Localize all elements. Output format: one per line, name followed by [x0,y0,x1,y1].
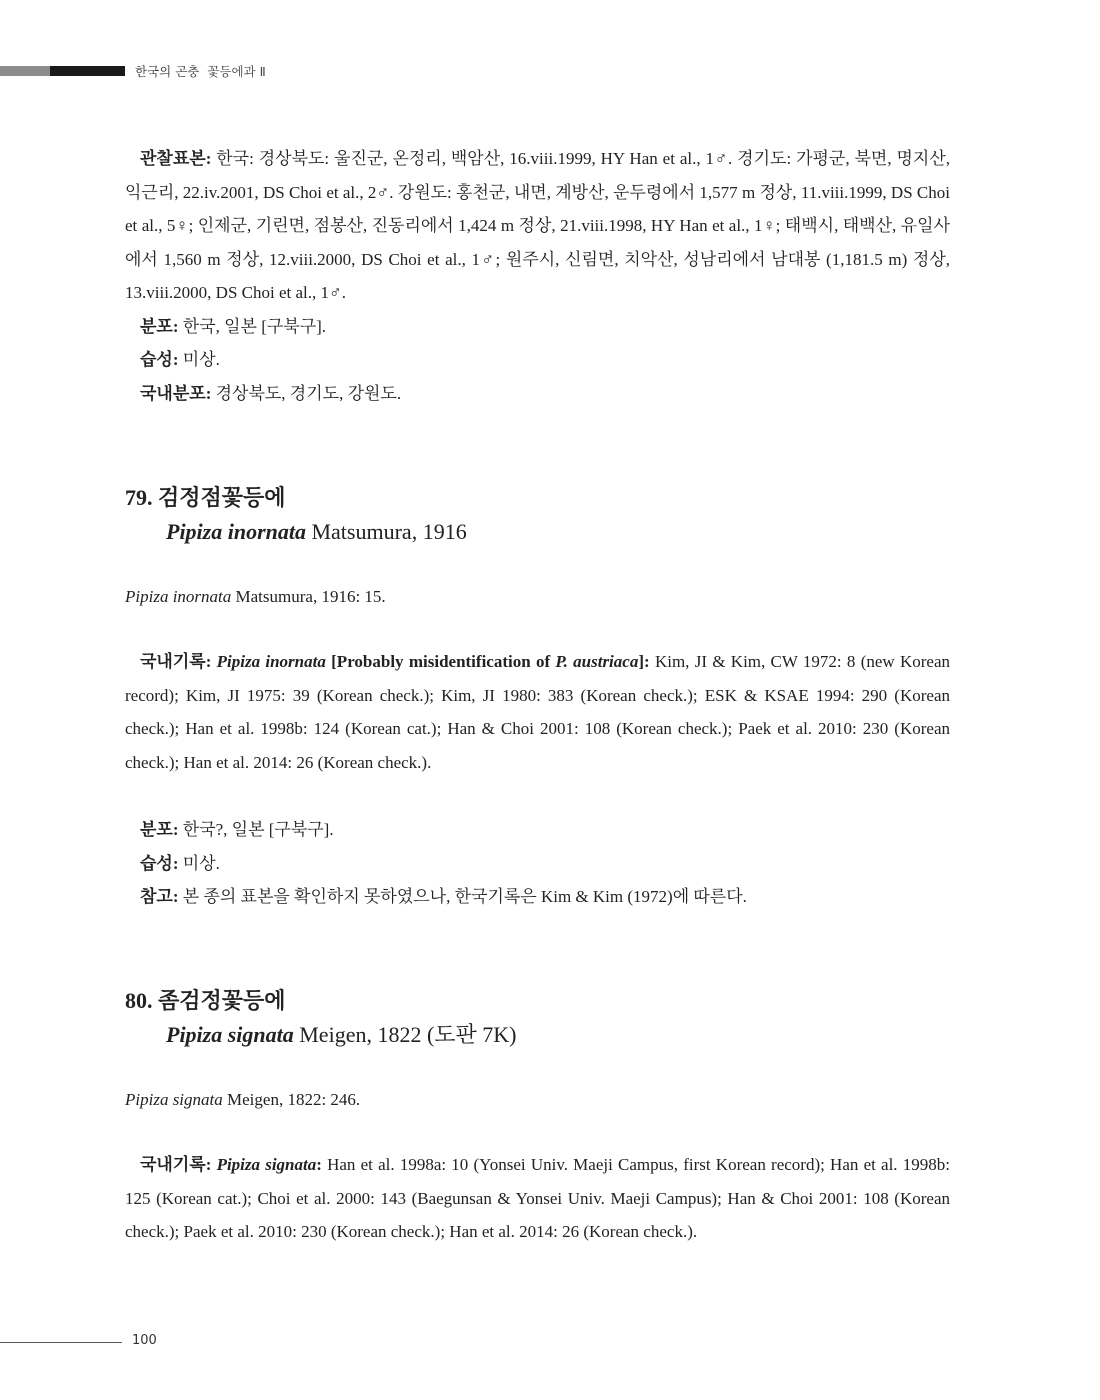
specimens-label: 관찰표본: [140,149,212,168]
species-heading: 79. 검정점꽃등에 [125,485,286,510]
records-paragraph [125,1148,950,1249]
habit-line [125,847,950,881]
distribution-label: 분포: [140,316,179,336]
citation-rest: Meigen, 1822: 246. [222,1090,361,1109]
header-title [135,62,266,80]
species-79-records [125,645,950,779]
species-binomial: Pipiza inornata [166,519,306,544]
citation-taxon: Pipiza signata [125,1090,223,1109]
habit-line [125,343,950,377]
header-book-title: 한국의 곤충 [135,64,200,79]
running-header [0,62,1100,78]
note-label: 참고: [140,887,179,906]
species-author: Matsumura, 1916 [305,519,467,544]
page-number: 100 [132,1333,157,1348]
domestic-distribution-text: 경상북도, 경기도, 강원도. [211,383,402,403]
species-80-citation [125,1088,950,1112]
records-note-taxon: P. austriaca [555,652,639,671]
distribution-line [125,310,950,344]
species-79-citation [125,585,950,609]
distribution-text: 한국, 일본 [구북구]. [178,316,327,336]
header-bar-grey [0,66,50,76]
domestic-distribution-label: 국내분포: [140,383,212,403]
species-binomial: Pipiza signata [166,1022,294,1047]
habit-label: 습성: [140,350,179,369]
distribution-line [125,813,950,847]
species-scientific-name [125,1018,950,1052]
records-label: 국내기록: [140,652,217,671]
distribution-text: 한국?, 일본 [구북구]. [178,820,334,839]
habit-text: 미상. [178,853,220,873]
records-colon: : [316,1155,322,1174]
records-text: Kim, JI & Kim, CW 1972: 8 (new Korean record); Kim, JI 1975: 39 (Korean check.); Kim, JI 1980: 383 (Korean check.); ESK & KSAE 1994: 290 (Korean check.); Han et al. 1998b: 124 (Korean cat.); Han & Choi 2001: 108 (Korean check.); Paek et al. 2010: 230 (Korean check.); Han et al. 2014: 26 (Korean check.). [125,652,951,772]
species-author: Meigen, 1822 (도판 7K) [293,1022,517,1047]
species-80-section [125,984,950,1052]
records-note-a: [Probably misidentification of [325,652,556,671]
records-paragraph [125,645,950,779]
species-scientific-name [125,515,950,549]
records-taxon: Pipiza inornata [216,652,326,671]
domestic-distribution-line [125,377,950,411]
citation-taxon: Pipiza inornata [125,587,232,606]
note-line [125,880,950,914]
habit-text: 미상. [178,350,220,369]
records-label: 국내기록: [140,1155,217,1174]
note-text: 본 종의 표본을 확인하지 못하였으나, 한국기록은 Kim & Kim (1972)에 따른다. [178,887,747,906]
species-79-section [125,481,950,549]
citation-rest: Matsumura, 1916: 15. [231,587,386,606]
species-79-fields [125,813,950,914]
header-bar-dark [50,66,125,76]
footer-rule [0,1342,122,1343]
species-80-records [125,1148,950,1249]
species-heading: 80. 좀검정꽃등에 [125,988,286,1013]
top-block [125,142,950,410]
specimens-text: 한국: 경상북도: 울진군, 온정리, 백암산, 16.viii.1999, HY Han et al., 1♂. 경기도: 가평군, 북면, 명지산, 익근리, 22.iv.2001, DS Choi et al., 2♂. 강원도: 홍천군, 내면, 계방산, 운두령에서 1,577 m 정상, 11.viii.1999, DS Choi et al., 5♀; 인제군, 기린면, 점봉산, 진동리에서 1,424 m 정상, 21.viii.1998, HY Han et al., 1♀; 태백시, 태백산, 유일사에서 1,560 m 정상, 12.viii.2000, DS Choi et al., 1♂; 원주시, 신림면, 치악산, 성남리에서 남대봉 (1,181.5 m) 정상, 13.viii.2000, DS Choi et al., 1♂. [125,149,950,302]
records-taxon: Pipiza signata [216,1155,317,1174]
habit-label: 습성: [140,853,179,873]
records-text: Han et al. 1998a: 10 (Yonsei Univ. Maeji Campus, first Korean record); Han et al. 1998b: 125 (Korean cat.); Choi et al. 2000: 143 (Baegunsan & Yonsei Univ. Maeji Campus); Han & Choi 2001: 108 (Korean check.); Paek et al. 2010: 230 (Korean check.); Han et al. 2014: 26 (Korean check.). [125,1155,950,1241]
distribution-label: 분포: [140,820,179,839]
header-section-title: 꽃등에과 Ⅱ [207,64,266,79]
records-note-b: ]: [638,652,650,671]
specimens-paragraph [125,142,950,310]
